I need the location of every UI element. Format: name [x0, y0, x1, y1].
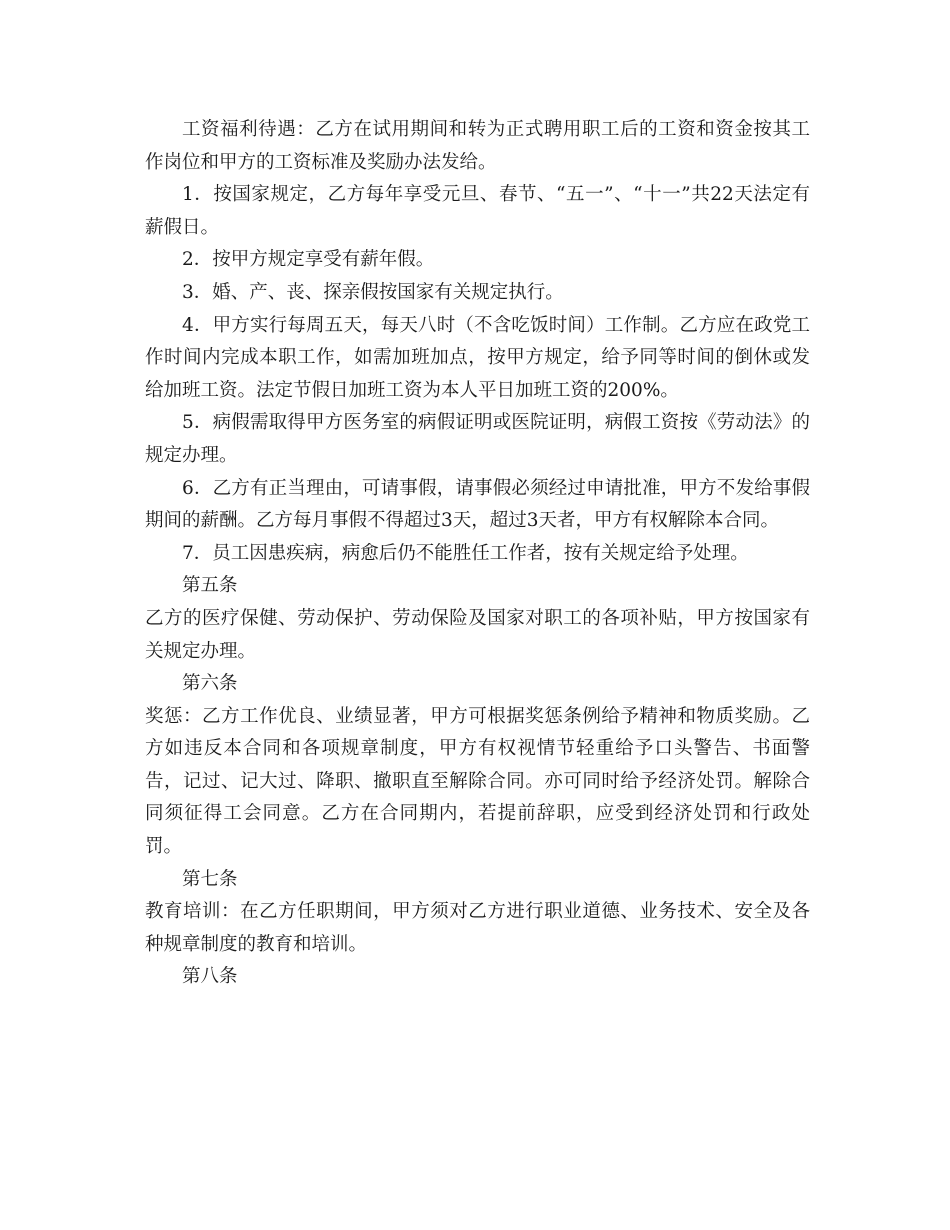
- paragraph-item-5-sick-leave: 5．病假需取得甲方医务室的病假证明或医院证明，病假工资按《劳动法》的规定办理。: [145, 412, 810, 466]
- paragraph-article-6-body: 奖惩：乙方工作优良、业绩显著，甲方可根据奖惩条例给予精神和物质奖励。乙方如违反本合同和各项规章制度，甲方有权视情节轻重给予口头警告、书面警告，记过、记大过、降职、撤职直至解除合同。亦可同时给予经济处罚。解除合同须征得工会同意。乙方在合同期内，若提前辞职，应受到经济处罚和行政处罚。: [145, 705, 810, 858]
- paragraph-item-7-illness: 7．员工因患疾病，病愈后仍不能胜任工作者，按有关规定给予处理。: [182, 542, 749, 564]
- article-heading-5: 第五条: [182, 575, 238, 597]
- document-body: [145, 114, 810, 994]
- paragraph-article-5-body: 乙方的医疗保健、劳动保护、劳动保险及国家对职工的各项补贴，甲方按国家有关规定办理。: [145, 607, 810, 662]
- paragraph-article-7-body: 教育培训：在乙方任职期间，甲方须对乙方进行职业道德、业务技术、安全及各种规章制度的教育和培训。: [145, 901, 810, 955]
- article-heading-7: 第七条: [182, 868, 238, 890]
- article-heading-6: 第六条: [182, 673, 238, 695]
- paragraph-item-4-working-hours: 4．甲方实行每周五天，每天八时（不含吃饭时间）工作制。乙方应在政党工作时间内完成本职工作，如需加班加点，按甲方规定，给予同等时间的倒休或发给加班工资。法定节假日加班工资为本人平日加班工资的200%。: [145, 314, 810, 401]
- paragraph-item-6-personal-leave: 6．乙方有正当理由，可请事假，请事假必须经过申请批准，甲方不发给事假期间的薪酬。乙方每月事假不得超过3天，超过3天者，甲方有权解除本合同。: [145, 477, 810, 532]
- paragraph-salary-benefits: 工资福利待遇：乙方在试用期间和转为正式聘用职工后的工资和资金按其工作岗位和甲方的工资标准及奖励办法发给。: [145, 119, 810, 173]
- paragraph-item-2-annual-leave: 2．按甲方规定享受有薪年假。: [182, 249, 435, 271]
- article-heading-8: 第八条: [182, 966, 238, 988]
- paragraph-item-1-holidays: 1．按国家规定，乙方每年享受元旦、春节、“五一”、“十一”共22天法定有薪假日。: [145, 184, 810, 238]
- paragraph-item-3-special-leave: 3．婚、产、丧、探亲假按国家有关规定执行。: [182, 281, 564, 303]
